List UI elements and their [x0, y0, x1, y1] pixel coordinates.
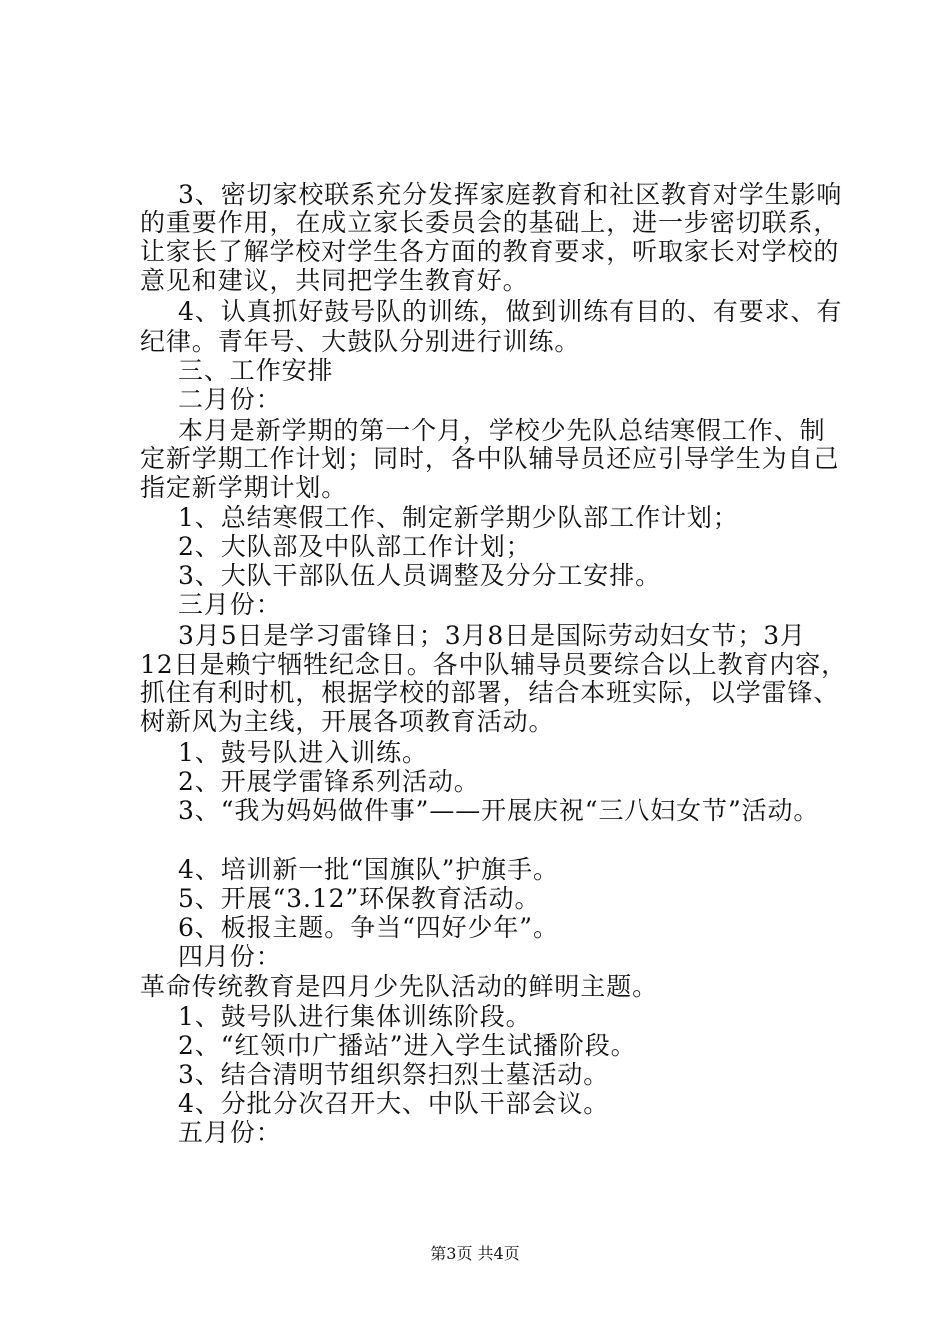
paragraph-line: 让家长了解学校对学生各方面的教育要求，听取家长对学校的 — [140, 237, 840, 266]
list-item: 2、“红领巾广播站”进入学生试播阶段。 — [178, 1031, 637, 1060]
paragraph-line: 12日是赖宁牺牲纪念日。各中队辅导员要综合以上教育内容， — [140, 650, 848, 679]
list-item: 4、培训新一批“国旗队”护旗手。 — [178, 855, 559, 884]
paragraph-line: 的重要作用，在成立家长委员会的基础上，进一步密切联系， — [140, 208, 840, 237]
list-item: 5、开展“3.12”环保教育活动。 — [178, 884, 541, 913]
paragraph-line: 意见和建议，共同把学生教育好。 — [140, 266, 529, 295]
paragraph-line: 指定新学期计划。 — [140, 473, 348, 502]
paragraph-line: 3、密切家校联系充分发挥家庭教育和社区教育对学生影响 — [178, 180, 843, 209]
section-heading: 三、工作安排 — [178, 356, 334, 385]
month-heading: 四月份： — [178, 942, 282, 971]
list-item: 2、开展学雷锋系列活动。 — [178, 767, 480, 796]
paragraph-line: 抓住有利时机，根据学校的部署，结合本班实际，以学雷锋、 — [140, 678, 840, 707]
paragraph-line: 树新风为主线，开展各项教育活动。 — [140, 707, 555, 736]
page-footer: 第3页 共4页 — [430, 1244, 520, 1263]
month-heading: 三月份： — [178, 590, 282, 619]
list-item: 1、鼓号队进入训练。 — [178, 738, 428, 767]
paragraph-line: 本月是新学期的第一个月，学校少先队总结寒假工作、制 — [178, 416, 826, 445]
paragraph-line: 4、认真抓好鼓号队的训练，做到训练有目的、有要求、有 — [178, 297, 843, 326]
list-item: 6、板报主题。争当“四好少年”。 — [178, 913, 559, 942]
month-heading: 二月份： — [178, 385, 282, 414]
paragraph-line: 纪律。青年号、大鼓队分别进行训练。 — [140, 327, 581, 356]
list-item: 1、总结寒假工作、制定新学期少队部工作计划； — [178, 503, 739, 532]
list-item: 2、大队部及中队部工作计划； — [178, 532, 532, 561]
list-item: 3、大队干部队伍人员调整及分分工安排。 — [178, 561, 662, 590]
list-item: 4、分批分次召开大、中队干部会议。 — [178, 1089, 610, 1118]
list-item: 1、鼓号队进行集体训练阶段。 — [178, 1002, 532, 1031]
list-item: 3、“我为妈妈做件事”——开展庆祝“三八妇女节”活动。 — [178, 796, 820, 825]
paragraph-line: 3月5日是学习雷锋日；3月8日是国际劳动妇女节；3月 — [178, 621, 806, 650]
month-heading: 五月份： — [178, 1118, 282, 1147]
paragraph-line: 定新学期工作计划；同时，各中队辅导员还应引导学生为自己 — [140, 444, 840, 473]
list-item: 3、结合清明节组织祭扫烈士墓活动。 — [178, 1060, 610, 1089]
paragraph-line: 革命传统教育是四月少先队活动的鲜明主题。 — [140, 972, 659, 1001]
